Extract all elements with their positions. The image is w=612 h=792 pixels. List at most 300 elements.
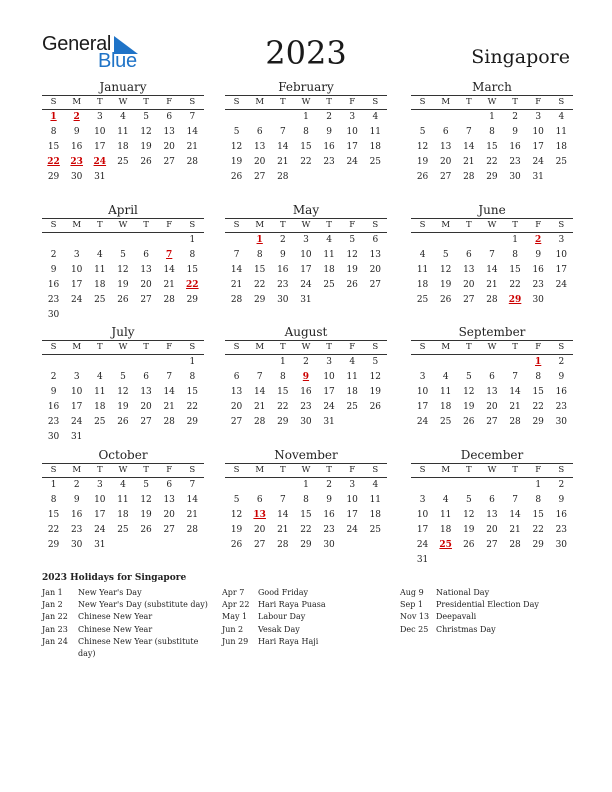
day-cell: 24	[94, 525, 106, 535]
holiday-item	[400, 587, 575, 599]
day-cell: 29	[486, 172, 498, 182]
day-cell: 27	[253, 172, 266, 182]
country-name: Singapore	[471, 46, 570, 68]
day-cell: 16	[532, 265, 544, 275]
day-cell: 11	[94, 265, 106, 275]
day-cell-empty	[111, 233, 134, 248]
day-cell-holiday: 13	[253, 510, 266, 520]
day-cell-empty	[42, 233, 65, 248]
day-cell: 19	[439, 280, 452, 290]
day-cell-empty	[42, 355, 65, 370]
day-cell: 14	[509, 510, 521, 520]
day-cell: 18	[416, 280, 429, 290]
day-cell: 12	[117, 265, 129, 275]
day-cell: 30	[555, 540, 568, 550]
weekday-label: M	[255, 220, 265, 230]
day-cell: 14	[277, 142, 289, 152]
day-cell: 6	[489, 372, 495, 382]
day-cell: 10	[70, 265, 83, 275]
day-cell: 30	[70, 172, 83, 182]
day-cell: 7	[512, 495, 518, 505]
weekday-label: S	[558, 220, 565, 230]
day-cell: 26	[463, 417, 475, 427]
day-cell-holiday: 23	[70, 157, 83, 167]
day-cell: 27	[253, 540, 266, 550]
weekday-label: M	[72, 342, 82, 352]
day-cell: 27	[463, 295, 475, 305]
header	[0, 0, 612, 78]
day-cell: 23	[323, 525, 335, 535]
weekday-label: T	[279, 465, 286, 475]
day-cell-empty	[411, 110, 434, 125]
day-cell-holiday: 24	[93, 157, 107, 167]
day-cell: 1	[189, 235, 196, 245]
day-cell-empty	[457, 478, 480, 493]
day-cell-empty	[135, 233, 158, 248]
day-cell: 5	[120, 250, 126, 260]
day-cell: 28	[509, 540, 521, 550]
weekday-label: F	[166, 97, 173, 107]
day-cell: 16	[47, 402, 60, 412]
day-cell: 28	[163, 417, 175, 427]
month-title: December	[460, 448, 524, 462]
holiday-item	[42, 611, 214, 623]
day-cell: 3	[349, 112, 356, 122]
weekday-label: S	[189, 342, 196, 352]
day-cell: 20	[140, 280, 152, 290]
day-cell: 10	[416, 387, 429, 397]
day-cell: 5	[465, 372, 472, 382]
day-cell: 18	[323, 265, 335, 275]
holiday-item	[42, 599, 214, 611]
weekday-label: T	[512, 465, 518, 475]
holiday-column	[42, 587, 214, 660]
day-cell: 8	[189, 250, 196, 260]
day-cell: 24	[346, 157, 358, 167]
day-cell: 21	[277, 157, 289, 167]
weekday-label: M	[72, 220, 82, 230]
day-cell: 20	[163, 142, 175, 152]
month-title: October	[98, 448, 148, 462]
day-cell: 28	[486, 295, 498, 305]
weekday-header	[411, 463, 573, 478]
day-cell: 22	[300, 525, 312, 535]
day-cell: 26	[230, 540, 243, 550]
day-cell: 15	[47, 510, 60, 520]
weekday-label: W	[487, 220, 497, 230]
day-cell: 10	[346, 127, 358, 137]
day-cell: 18	[346, 387, 358, 397]
day-cell: 15	[253, 265, 266, 275]
weekday-header	[225, 95, 387, 110]
day-cell: 5	[465, 495, 472, 505]
day-cell: 27	[140, 417, 152, 427]
day-cell: 13	[163, 495, 175, 505]
day-cell: 16	[70, 510, 83, 520]
day-cell: 5	[233, 495, 240, 505]
day-cell: 20	[163, 510, 175, 520]
day-cell: 4	[96, 372, 103, 382]
month-february	[225, 80, 387, 185]
day-grid	[225, 110, 387, 185]
day-cell: 8	[535, 372, 542, 382]
day-cell: 10	[94, 127, 106, 137]
day-cell-empty	[411, 478, 434, 493]
day-cell: 10	[555, 250, 568, 260]
holiday-column	[222, 587, 397, 648]
day-cell: 9	[535, 250, 542, 260]
day-cell: 7	[489, 250, 495, 260]
day-cell: 8	[303, 495, 309, 505]
day-cell: 30	[47, 310, 60, 320]
day-cell: 9	[326, 495, 332, 505]
day-cell: 28	[163, 295, 175, 305]
day-cell: 21	[230, 280, 243, 290]
day-cell: 10	[416, 510, 429, 520]
day-cell: 25	[346, 402, 358, 412]
day-cell: 28	[509, 417, 521, 427]
weekday-label: S	[189, 97, 196, 107]
month-title: February	[278, 80, 334, 94]
day-cell: 6	[256, 127, 263, 137]
day-cell: 2	[558, 480, 565, 490]
day-cell: 14	[163, 265, 175, 275]
day-cell: 29	[277, 417, 289, 427]
month-november	[225, 448, 387, 553]
day-cell: 30	[323, 540, 335, 550]
day-cell: 22	[277, 402, 289, 412]
day-cell: 23	[70, 525, 83, 535]
holiday-name: Good Friday	[258, 588, 309, 597]
weekday-label: S	[419, 220, 426, 230]
month-title: June	[478, 203, 506, 217]
weekday-label: W	[301, 97, 311, 107]
weekday-label: T	[143, 342, 149, 352]
day-cell: 17	[70, 402, 83, 412]
weekday-header	[42, 95, 204, 110]
day-cell: 29	[47, 540, 60, 550]
day-cell: 3	[326, 357, 332, 367]
holiday-item	[222, 624, 397, 636]
day-cell: 10	[94, 495, 106, 505]
day-cell: 24	[70, 295, 83, 305]
day-cell: 16	[277, 265, 289, 275]
day-cell: 25	[117, 525, 129, 535]
day-cell: 27	[163, 525, 175, 535]
day-cell: 24	[323, 402, 335, 412]
day-cell: 17	[416, 525, 429, 535]
day-cell: 31	[323, 417, 335, 427]
day-cell-empty	[411, 355, 434, 370]
day-cell-empty	[480, 478, 503, 493]
weekday-label: T	[326, 465, 332, 475]
day-cell: 15	[277, 387, 289, 397]
day-cell: 2	[303, 357, 309, 367]
day-cell: 19	[140, 510, 152, 520]
weekday-label: S	[372, 342, 379, 352]
day-cell: 20	[253, 525, 266, 535]
day-cell: 17	[94, 142, 106, 152]
weekday-label: T	[465, 465, 472, 475]
holiday-date: Dec 25	[400, 624, 429, 634]
month-april	[42, 203, 204, 323]
day-cell: 23	[555, 525, 568, 535]
day-cell: 30	[70, 540, 83, 550]
weekday-label: W	[301, 220, 311, 230]
day-cell-empty	[480, 355, 503, 370]
day-cell: 28	[186, 157, 199, 167]
holiday-name: Deepavali	[436, 612, 477, 622]
day-cell: 14	[463, 142, 475, 152]
day-cell: 28	[277, 540, 289, 550]
weekday-label: T	[465, 342, 472, 352]
weekday-label: T	[96, 97, 103, 107]
day-cell-empty	[504, 355, 527, 370]
weekday-label: M	[72, 97, 82, 107]
month-title: April	[108, 203, 138, 217]
day-cell: 6	[489, 495, 495, 505]
day-cell: 9	[279, 250, 286, 260]
day-cell: 25	[117, 157, 129, 167]
day-cell: 8	[512, 250, 518, 260]
day-cell: 25	[369, 157, 382, 167]
weekday-header	[411, 95, 573, 110]
day-cell: 4	[419, 250, 426, 260]
day-cell: 30	[277, 295, 289, 305]
day-grid	[42, 110, 204, 185]
weekday-label: W	[118, 465, 128, 475]
day-cell-empty	[248, 478, 271, 493]
day-cell: 19	[140, 142, 152, 152]
day-cell: 18	[369, 142, 382, 152]
day-cell: 29	[300, 540, 312, 550]
weekday-label: T	[465, 220, 472, 230]
logo-general-text: General	[42, 33, 112, 55]
day-cell: 11	[369, 127, 382, 137]
day-cell: 22	[509, 280, 521, 290]
day-cell: 3	[535, 112, 542, 122]
day-cell-empty	[434, 233, 457, 248]
weekday-label: W	[487, 465, 497, 475]
holiday-item	[400, 611, 575, 623]
day-cell-empty	[248, 110, 271, 125]
month-march	[411, 80, 573, 185]
day-cell: 3	[96, 480, 103, 490]
weekday-label: W	[487, 97, 497, 107]
day-cell-empty	[271, 478, 294, 493]
day-cell: 6	[166, 480, 173, 490]
weekday-label: F	[535, 97, 542, 107]
holiday-date: Jan 22	[42, 612, 68, 622]
day-cell: 21	[186, 142, 199, 152]
weekday-label: T	[143, 465, 149, 475]
weekday-label: F	[349, 342, 356, 352]
day-cell: 8	[535, 495, 542, 505]
day-cell: 1	[512, 235, 518, 245]
day-cell-holiday: 9	[302, 372, 310, 382]
holiday-item	[400, 599, 575, 611]
day-cell: 19	[463, 402, 475, 412]
day-cell: 4	[120, 112, 126, 122]
day-cell-empty	[457, 355, 480, 370]
weekday-label: M	[441, 342, 451, 352]
day-cell: 6	[233, 372, 240, 382]
day-cell: 26	[439, 295, 452, 305]
day-cell-holiday: 25	[439, 540, 452, 550]
day-cell: 26	[140, 157, 152, 167]
day-cell: 26	[463, 540, 475, 550]
month-title: January	[99, 80, 147, 94]
day-cell: 8	[50, 127, 57, 137]
day-cell: 22	[186, 402, 199, 412]
weekday-header	[225, 218, 387, 233]
weekday-header	[42, 218, 204, 233]
day-cell: 25	[439, 417, 452, 427]
day-cell-holiday: 2	[73, 112, 80, 122]
weekday-label: T	[512, 220, 518, 230]
day-cell: 30	[532, 295, 544, 305]
weekday-label: T	[96, 465, 103, 475]
day-cell: 28	[186, 525, 199, 535]
day-cell: 24	[416, 417, 429, 427]
holiday-date: Jun 29	[222, 636, 249, 646]
day-cell: 11	[94, 387, 106, 397]
weekday-label: T	[512, 342, 518, 352]
day-cell-empty	[88, 355, 111, 370]
weekday-label: T	[326, 342, 332, 352]
day-cell: 16	[323, 142, 335, 152]
day-cell: 12	[140, 495, 152, 505]
weekday-label: W	[118, 97, 128, 107]
day-cell-empty	[65, 355, 88, 370]
weekday-header	[225, 463, 387, 478]
weekday-label: M	[255, 342, 265, 352]
holiday-list	[42, 573, 582, 659]
day-cell-empty	[457, 110, 480, 125]
weekday-label: T	[143, 97, 149, 107]
day-cell: 14	[186, 495, 199, 505]
day-cell: 7	[465, 127, 472, 137]
day-cell: 18	[94, 402, 106, 412]
day-grid	[411, 355, 573, 430]
day-cell: 5	[349, 235, 356, 245]
holiday-date: Apr 22	[222, 600, 250, 610]
day-cell: 12	[416, 142, 429, 152]
day-cell: 4	[442, 372, 449, 382]
day-cell: 31	[70, 432, 83, 442]
day-cell: 10	[323, 372, 335, 382]
weekday-label: S	[558, 465, 565, 475]
weekday-label: S	[558, 342, 565, 352]
day-cell: 13	[439, 142, 452, 152]
day-cell-holiday: 2	[535, 235, 542, 245]
day-cell: 25	[555, 157, 568, 167]
weekday-label: M	[255, 97, 265, 107]
day-cell: 1	[303, 480, 309, 490]
weekday-label: F	[535, 342, 542, 352]
day-cell: 14	[253, 387, 266, 397]
day-cell: 24	[346, 525, 358, 535]
day-cell: 8	[279, 372, 286, 382]
day-grid	[225, 233, 387, 308]
day-cell: 1	[489, 112, 495, 122]
weekday-label: M	[441, 220, 451, 230]
day-cell: 20	[369, 265, 382, 275]
holiday-date: May 1	[222, 612, 248, 622]
day-cell: 11	[555, 127, 568, 137]
holiday-name: Vesak Day	[258, 624, 300, 634]
holiday-item	[42, 624, 214, 636]
day-cell: 8	[256, 250, 263, 260]
weekday-label: S	[419, 97, 426, 107]
day-cell: 15	[186, 265, 199, 275]
holiday-date: Nov 13	[400, 612, 430, 622]
day-cell: 17	[300, 265, 312, 275]
day-cell: 16	[555, 510, 568, 520]
weekday-label: T	[143, 220, 149, 230]
day-cell-empty	[65, 233, 88, 248]
day-cell-empty	[248, 355, 271, 370]
day-cell: 7	[189, 112, 196, 122]
day-cell: 21	[463, 157, 475, 167]
weekday-label: T	[279, 220, 286, 230]
holiday-date: Sep 1	[400, 600, 423, 610]
day-cell: 8	[303, 127, 309, 137]
weekday-label: S	[372, 465, 379, 475]
holiday-name: Chinese New Year	[78, 612, 153, 622]
day-cell: 24	[300, 280, 312, 290]
day-cell: 19	[230, 525, 243, 535]
day-cell: 11	[439, 387, 452, 397]
day-cell: 5	[143, 480, 149, 490]
day-cell: 1	[279, 357, 286, 367]
day-cell: 18	[117, 510, 129, 520]
month-july	[42, 325, 204, 445]
weekday-label: F	[349, 465, 356, 475]
logo-blue-text: Blue	[98, 50, 137, 72]
holiday-item	[222, 611, 397, 623]
weekday-label: S	[50, 220, 57, 230]
day-cell: 2	[50, 372, 57, 382]
day-cell: 14	[277, 510, 289, 520]
day-cell: 24	[70, 417, 83, 427]
weekday-label: T	[96, 342, 103, 352]
day-cell: 31	[532, 172, 544, 182]
day-cell: 18	[369, 510, 382, 520]
day-cell: 21	[163, 402, 175, 412]
day-cell: 9	[73, 127, 80, 137]
day-cell-empty	[225, 110, 248, 125]
day-cell: 24	[555, 280, 568, 290]
day-cell: 22	[532, 525, 544, 535]
day-cell: 31	[416, 555, 429, 565]
day-grid	[42, 478, 204, 553]
day-cell: 9	[73, 495, 80, 505]
day-cell: 18	[439, 402, 452, 412]
day-cell: 2	[50, 250, 57, 260]
month-december	[411, 448, 573, 568]
day-cell: 17	[416, 402, 429, 412]
day-cell: 9	[50, 387, 57, 397]
day-cell: 9	[558, 495, 565, 505]
day-cell: 20	[140, 402, 152, 412]
weekday-label: W	[301, 465, 311, 475]
day-grid	[411, 478, 573, 568]
day-cell: 17	[346, 510, 358, 520]
day-cell-empty	[434, 355, 457, 370]
day-cell: 6	[143, 372, 149, 382]
weekday-label: S	[233, 220, 240, 230]
